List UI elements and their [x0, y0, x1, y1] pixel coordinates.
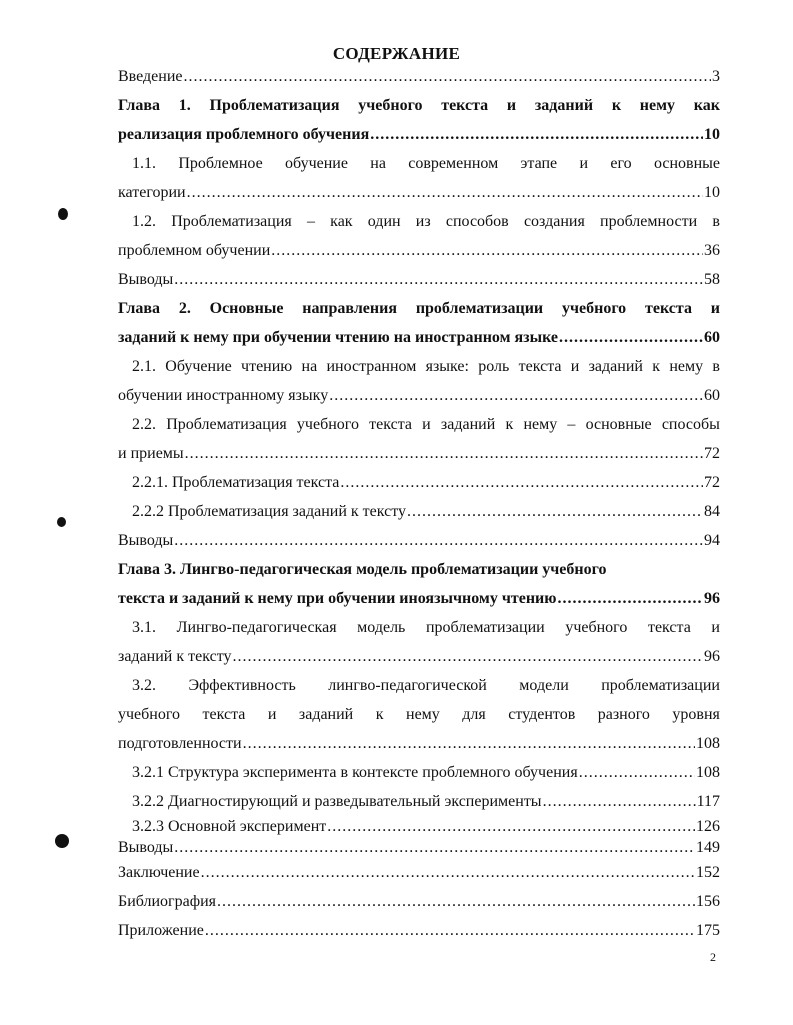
toc-entry-2-2-2: 2.2.2 Проблематизация заданий к тексту ..... 84: [118, 497, 720, 526]
scan-blot-bottom: [55, 834, 69, 848]
toc-entry-1-2-line2: проблемном обучении ..... 36: [118, 236, 720, 265]
toc-word: текста: [647, 619, 691, 636]
toc-entry-chapter-1-line1: [118, 91, 720, 120]
toc-word: проблемности: [600, 213, 698, 230]
toc-word: и: [711, 619, 720, 636]
toc-word: 1.2.: [132, 213, 156, 230]
page-title: СОДЕРЖАНИЕ: [332, 44, 461, 63]
toc-entry-2-2-line2: и приемы ..... 72: [118, 439, 720, 468]
toc-word: для: [462, 706, 486, 723]
toc-word: лингво-педагогической: [328, 677, 487, 694]
toc-word: –: [567, 416, 576, 433]
toc-entry-conclusions-2: Выводы ..... 94: [118, 526, 720, 555]
toc-word: к: [375, 706, 384, 723]
toc-word: текста: [518, 358, 562, 375]
toc-word: на: [301, 358, 318, 375]
toc-entry-chapter-3-line2: текста и заданий к нему при обучении иноязычному чтению ..... 96: [118, 584, 720, 613]
toc-word: 3.1.: [132, 619, 156, 636]
toc-word: иностранном: [326, 358, 417, 375]
toc-word: языке:: [425, 358, 469, 375]
toc-word: на: [370, 155, 386, 172]
toc-word: учебного: [565, 619, 628, 636]
toc-word: 2.1.: [132, 358, 156, 375]
toc-word: 2.: [178, 300, 191, 317]
toc-word: к: [611, 97, 622, 114]
toc-word: и: [422, 416, 431, 433]
toc-word: как: [330, 213, 353, 230]
toc-word: текста: [645, 300, 692, 317]
toc-word: Проблематизация: [166, 416, 287, 433]
toc-word: и: [579, 155, 589, 172]
toc-entry-3-2-3: 3.2.3 Основной эксперимент ..... 126: [118, 816, 720, 837]
toc-word: из: [415, 213, 431, 230]
toc-word: –: [306, 213, 315, 230]
toc-word: Обучение: [165, 358, 232, 375]
toc-word: Эффективность: [188, 677, 296, 694]
toc-word: к: [505, 416, 514, 433]
toc-word: как: [693, 97, 720, 114]
scan-blot-middle: [57, 517, 66, 527]
toc-word: заданий: [534, 97, 594, 114]
toc-entry-bibliography: Библиография ..... 156: [118, 887, 720, 916]
toc-entry-2-2-line1: [118, 410, 720, 439]
toc-word: в: [712, 358, 720, 375]
toc-entry-chapter-2-line2: заданий к нему при обучении чтению на иностранном языке ..... 60: [118, 323, 720, 352]
toc-entry-1-1-line2: категории ..... 10: [118, 178, 720, 207]
toc-entry-3-2-1: 3.2.1 Структура эксперимента в контексте проблемного обучения ..... 108: [118, 758, 720, 787]
toc-word: современном: [408, 155, 499, 172]
toc-word: к: [652, 358, 661, 375]
toc-entry-3-2-line2: [118, 700, 720, 729]
toc-word: обучение: [285, 155, 348, 172]
toc-entry-1-1-line1: [118, 149, 720, 178]
toc-entry-3-1-line2: заданий к тексту ..... 96: [118, 642, 720, 671]
toc-word: Глава: [118, 97, 160, 114]
toc-word: способов: [445, 213, 509, 230]
toc-word: заданий: [298, 706, 354, 723]
toc-entry-intro: Введение ..... 3: [118, 62, 720, 91]
toc-word: Глава: [118, 300, 160, 317]
toc-entry-conclusions-3: Выводы ..... 149: [118, 837, 720, 858]
toc-word: учебного: [118, 706, 181, 723]
toc-word: его: [610, 155, 632, 172]
toc-word: уровня: [672, 706, 720, 723]
toc-entry-3-1-line1: [118, 613, 720, 642]
toc-word: создания: [523, 213, 585, 230]
toc-word: способы: [661, 416, 720, 433]
toc-word: заданий: [440, 416, 496, 433]
toc-word: 1.1.: [132, 155, 156, 172]
toc-word: учебного: [296, 416, 359, 433]
toc-entry-chapter-3-line1: Глава 3. Лингво-педагогическая модель проблематизации учебного: [118, 561, 607, 578]
toc-word: в: [712, 213, 720, 230]
page-number: 2: [710, 950, 716, 964]
toc-word: проблематизации: [601, 677, 720, 694]
toc-word: разного: [597, 706, 650, 723]
toc-word: Основные: [209, 300, 284, 317]
toc-word: проблематизации: [425, 619, 545, 636]
toc-word: Проблематизация: [171, 213, 292, 230]
toc-entry-1-2-line1: [118, 207, 720, 236]
toc-word: нему: [406, 706, 440, 723]
toc-entry-chapter-2-line1: [118, 294, 720, 323]
toc-word: и: [570, 358, 580, 375]
toc-word: нему: [669, 358, 704, 375]
toc-word: один: [367, 213, 401, 230]
toc-word: Проблемное: [178, 155, 263, 172]
toc-word: основные: [653, 155, 720, 172]
toc-entry-3-2-line1: [118, 671, 720, 700]
toc-word: текста: [369, 416, 412, 433]
scan-blot-top: [58, 208, 68, 220]
toc-entry-chapter-1-line2: реализация проблемного обучения ..... 10: [118, 120, 720, 149]
toc-word: текста: [202, 706, 246, 723]
toc-entry-conclusion: Заключение ..... 152: [118, 858, 720, 887]
toc-word: нему: [523, 416, 558, 433]
toc-word: текста: [441, 97, 489, 114]
toc-word: модели: [519, 677, 569, 694]
toc-entry-2-1-line2: обучении иностранному языку ..... 60: [118, 381, 720, 410]
toc-word: основные: [585, 416, 652, 433]
toc-word: Проблематизация: [209, 97, 340, 114]
toc-word: этапе: [520, 155, 558, 172]
toc-word: направления: [302, 300, 397, 317]
toc-entry-3-2-line3: подготовленности ..... 108: [118, 729, 720, 758]
toc-word: роль: [478, 358, 510, 375]
toc-word: Лингво-педагогическая: [176, 619, 337, 636]
toc-word: учебного: [358, 97, 423, 114]
toc-word: и: [710, 300, 720, 317]
toc-entry-2-2-1: 2.2.1. Проблематизация текста ..... 72: [118, 468, 720, 497]
toc-word: 1.: [178, 97, 191, 114]
toc-entry-2-1-line1: [118, 352, 720, 381]
toc-entry-conclusions-1: Выводы ..... 58: [118, 265, 720, 294]
toc-entry-appendix: Приложение ..... 175: [118, 916, 720, 945]
toc-word: 3.2.: [132, 677, 156, 694]
toc-word: 2.2.: [132, 416, 156, 433]
toc-word: и: [506, 97, 517, 114]
toc-word: учебного: [561, 300, 627, 317]
toc-word: модель: [357, 619, 406, 636]
toc-word: студентов: [508, 706, 576, 723]
toc-word: нему: [639, 97, 675, 114]
toc-word: чтению: [241, 358, 293, 375]
toc-entry-3-2-2: 3.2.2 Диагностирующий и разведывательный эксперименты ..... 117: [118, 787, 720, 816]
table-of-contents: [118, 62, 720, 945]
toc-word: заданий: [588, 358, 643, 375]
toc-word: и: [267, 706, 277, 723]
toc-word: проблематизации: [415, 300, 544, 317]
